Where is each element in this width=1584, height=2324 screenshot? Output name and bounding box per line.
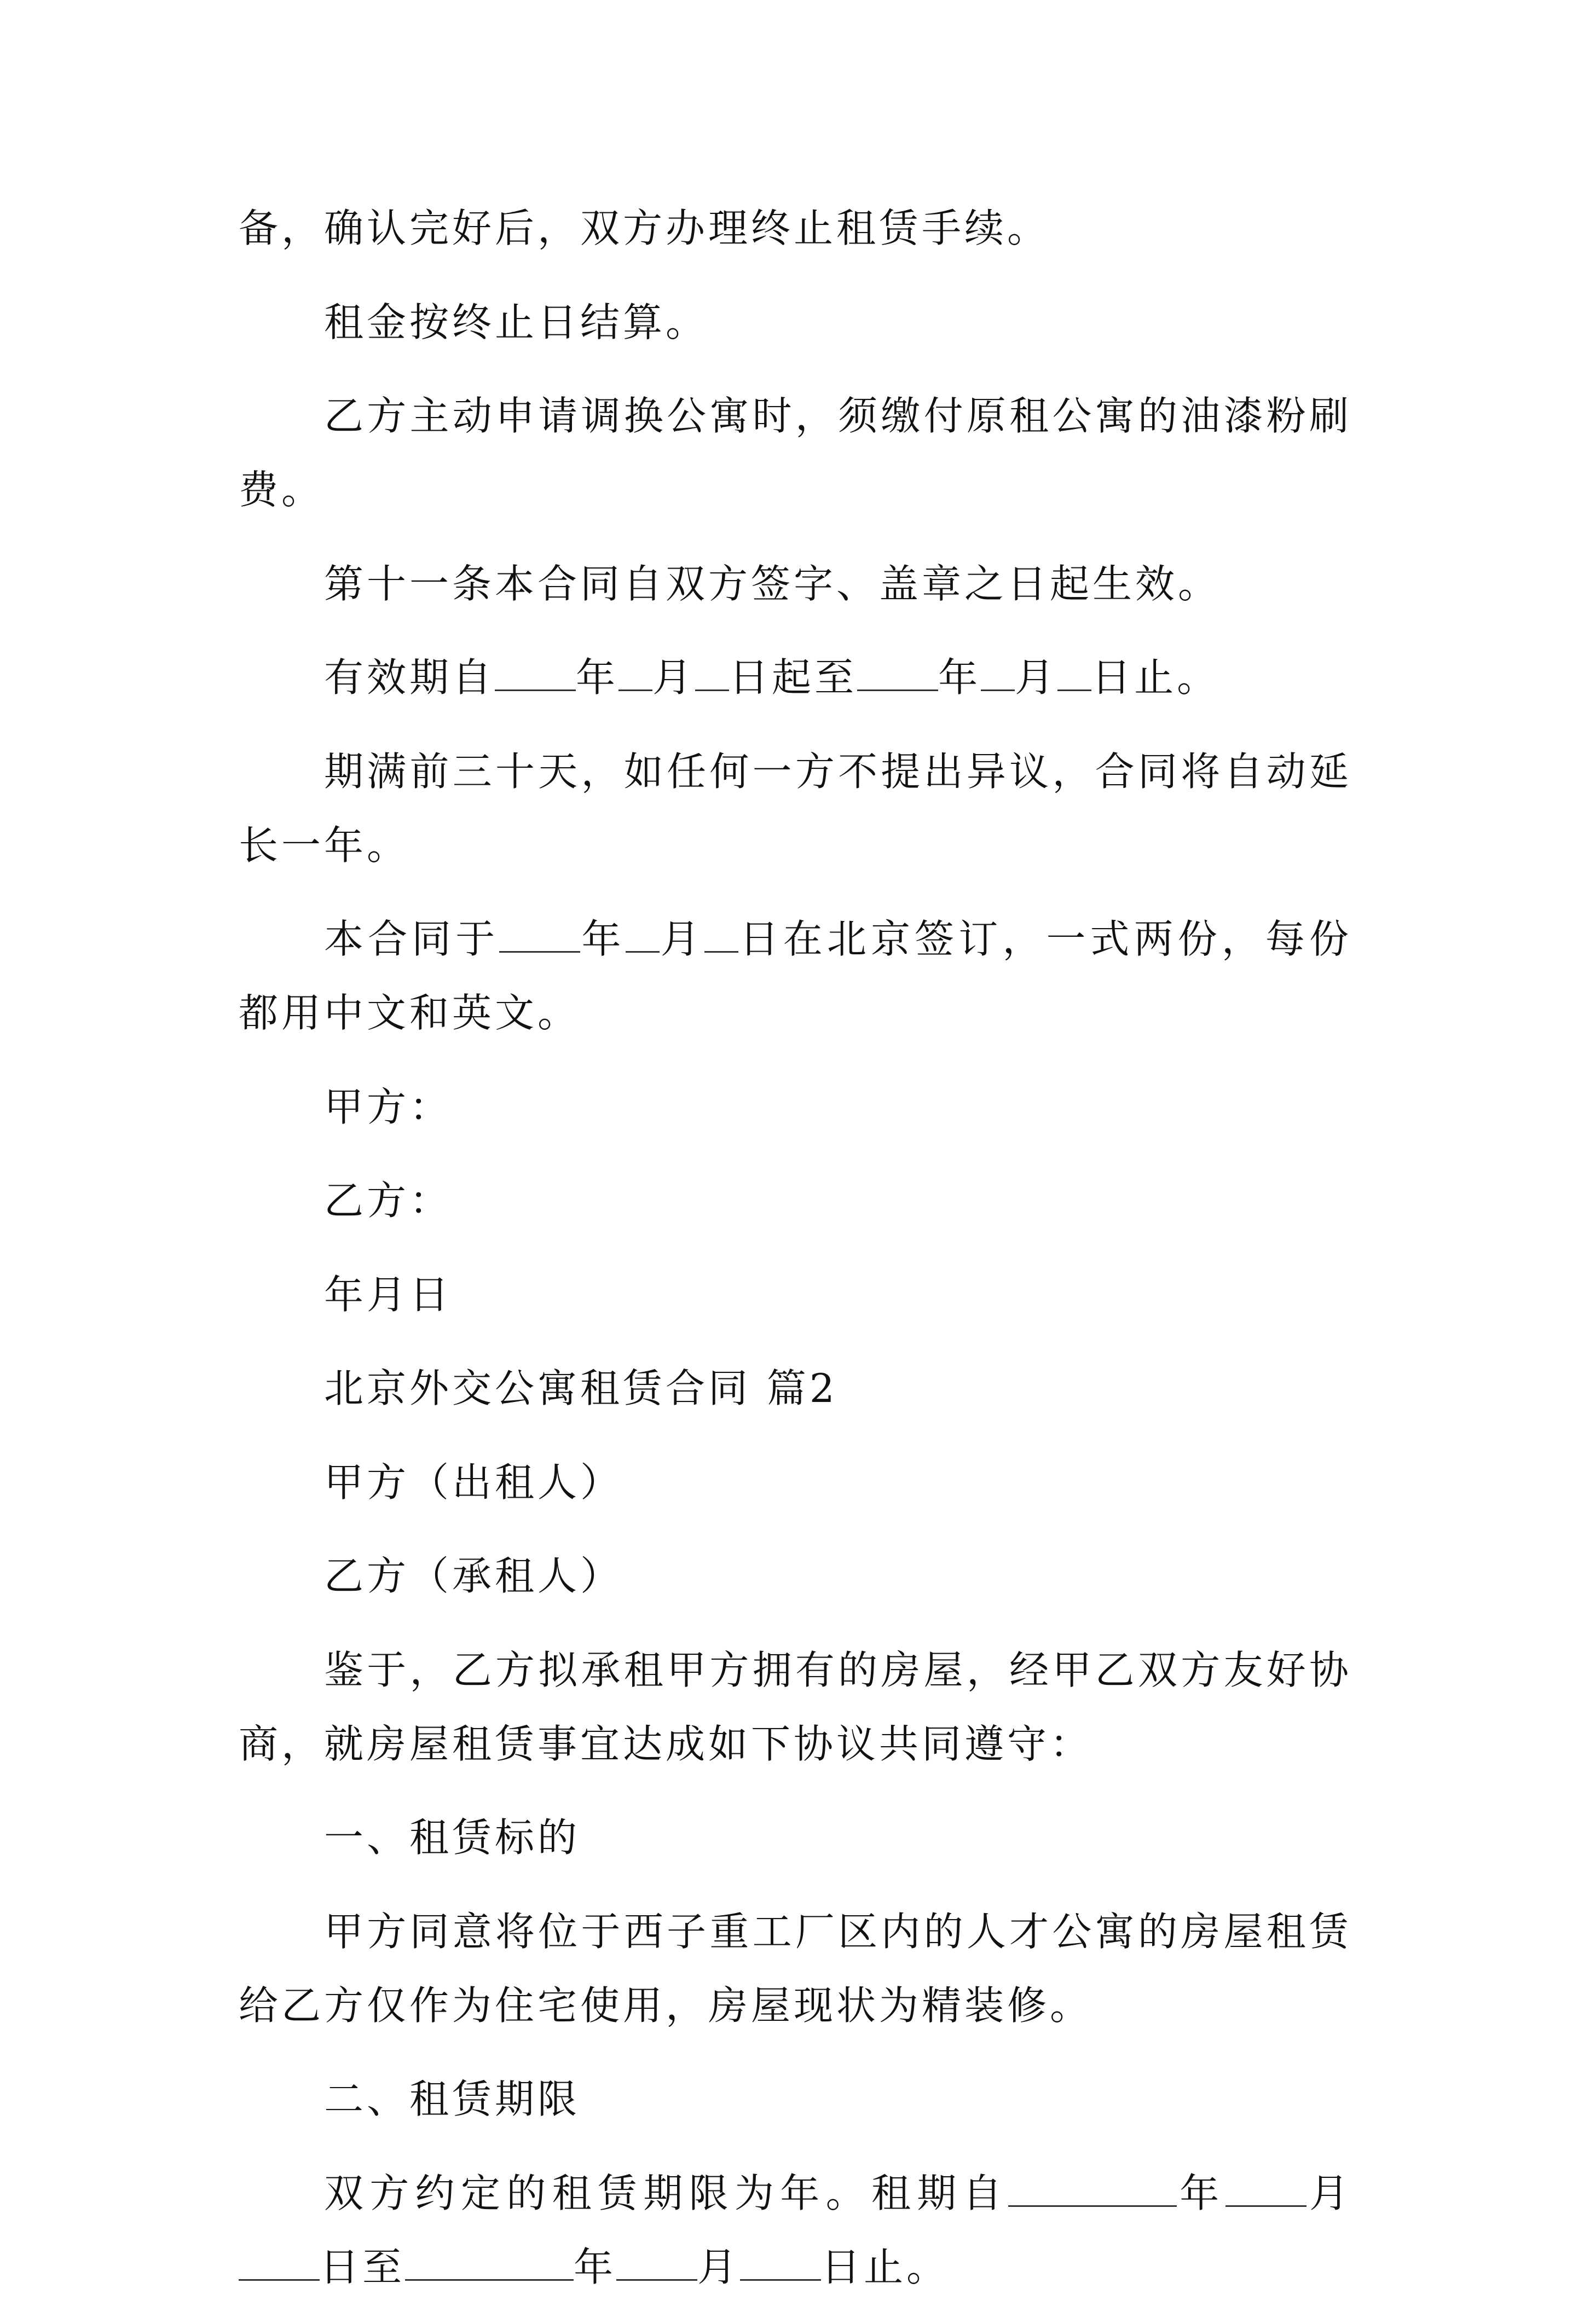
section-title xyxy=(239,1352,1352,1425)
text: 甲方： xyxy=(324,1083,453,1130)
blank-line xyxy=(857,658,938,691)
text: 年 xyxy=(576,654,619,700)
blank-line xyxy=(616,2247,697,2281)
validity-period xyxy=(239,641,1352,715)
text: 年 xyxy=(574,2244,617,2290)
text: 乙方主动申请调换公寓时，须缴付原租公寓的油漆粉刷费。 xyxy=(239,393,1352,513)
paragraph-3 xyxy=(239,379,1352,527)
blank-line xyxy=(1008,2174,1177,2207)
lease-subject-body xyxy=(239,1895,1352,2043)
text: 双方约定的租赁期限为年。租期自 xyxy=(324,2170,1008,2216)
blank-line xyxy=(495,658,576,691)
text: 年月日 xyxy=(324,1271,453,1318)
text: 月 xyxy=(652,654,696,700)
text: 日至 xyxy=(320,2244,406,2290)
blank-line xyxy=(499,919,580,953)
text: 备，确认完好后，双方办理终止租赁手续。 xyxy=(239,205,1050,251)
text: 租金按终止日结算。 xyxy=(324,299,709,345)
text: 日止。 xyxy=(1091,654,1220,700)
blank-line xyxy=(704,919,738,953)
party-b-signature xyxy=(239,1164,1352,1238)
text: 年 xyxy=(1176,2170,1225,2216)
heading-lease-subject xyxy=(239,1801,1352,1875)
lease-term-body xyxy=(239,2157,1352,2304)
text: 日在北京签订，一式两份，每份都用中文和英文。 xyxy=(239,916,1352,1036)
text: 日起至 xyxy=(729,654,858,700)
text: 第十一条本合同自双方签字、盖章之日起生效。 xyxy=(324,560,1221,607)
blank-line xyxy=(981,658,1015,691)
date-line xyxy=(239,1258,1352,1332)
blank-line xyxy=(626,919,660,953)
party-b-lessee xyxy=(239,1539,1352,1613)
text: 乙方： xyxy=(324,1178,453,1224)
blank-line xyxy=(695,658,729,691)
text: 乙方（承租人） xyxy=(324,1553,623,1599)
text: 有效期自 xyxy=(324,654,495,700)
blank-line xyxy=(618,658,652,691)
text: 一、租赁标的 xyxy=(324,1815,581,1861)
blank-line xyxy=(405,2247,574,2281)
text: 月 xyxy=(1306,2170,1352,2216)
blank-line xyxy=(1057,658,1091,691)
text: 月 xyxy=(697,2244,741,2290)
auto-extension xyxy=(239,735,1352,883)
text: 北京外交公寓租赁合同 篇2 xyxy=(324,1365,838,1411)
text: 年 xyxy=(938,654,981,700)
text: 鉴于，乙方拟承租甲方拥有的房屋，经甲乙双方友好协商，就房屋租赁事宜达成如下协议共同遵守： xyxy=(239,1647,1352,1767)
signing-clause xyxy=(239,902,1352,1050)
paragraph-1 xyxy=(239,192,1352,265)
text: 甲方同意将位于西子重工厂区内的人才公寓的房屋租赁给乙方仅作为住宅使用，房屋现状为精装修。 xyxy=(239,1908,1352,2029)
preamble xyxy=(239,1633,1352,1781)
paragraph-2 xyxy=(239,286,1352,360)
text: 月 xyxy=(659,916,704,962)
party-a-lessor xyxy=(239,1446,1352,1520)
text: 期满前三十天，如任何一方不提出异议，合同将自动延长一年。 xyxy=(239,748,1352,868)
text: 月 xyxy=(1015,654,1058,700)
text: 日止。 xyxy=(821,2244,950,2290)
text: 甲方（出租人） xyxy=(324,1459,623,1505)
blank-line xyxy=(239,2247,320,2281)
text: 二、租赁期限 xyxy=(324,2076,581,2122)
heading-lease-term xyxy=(239,2062,1352,2136)
document-page xyxy=(239,192,1352,2324)
article-11 xyxy=(239,547,1352,621)
party-a-signature xyxy=(239,1070,1352,1144)
blank-line xyxy=(1225,2174,1306,2207)
text: 年 xyxy=(580,916,626,962)
blank-line xyxy=(740,2247,821,2281)
text: 本合同于 xyxy=(324,916,500,962)
